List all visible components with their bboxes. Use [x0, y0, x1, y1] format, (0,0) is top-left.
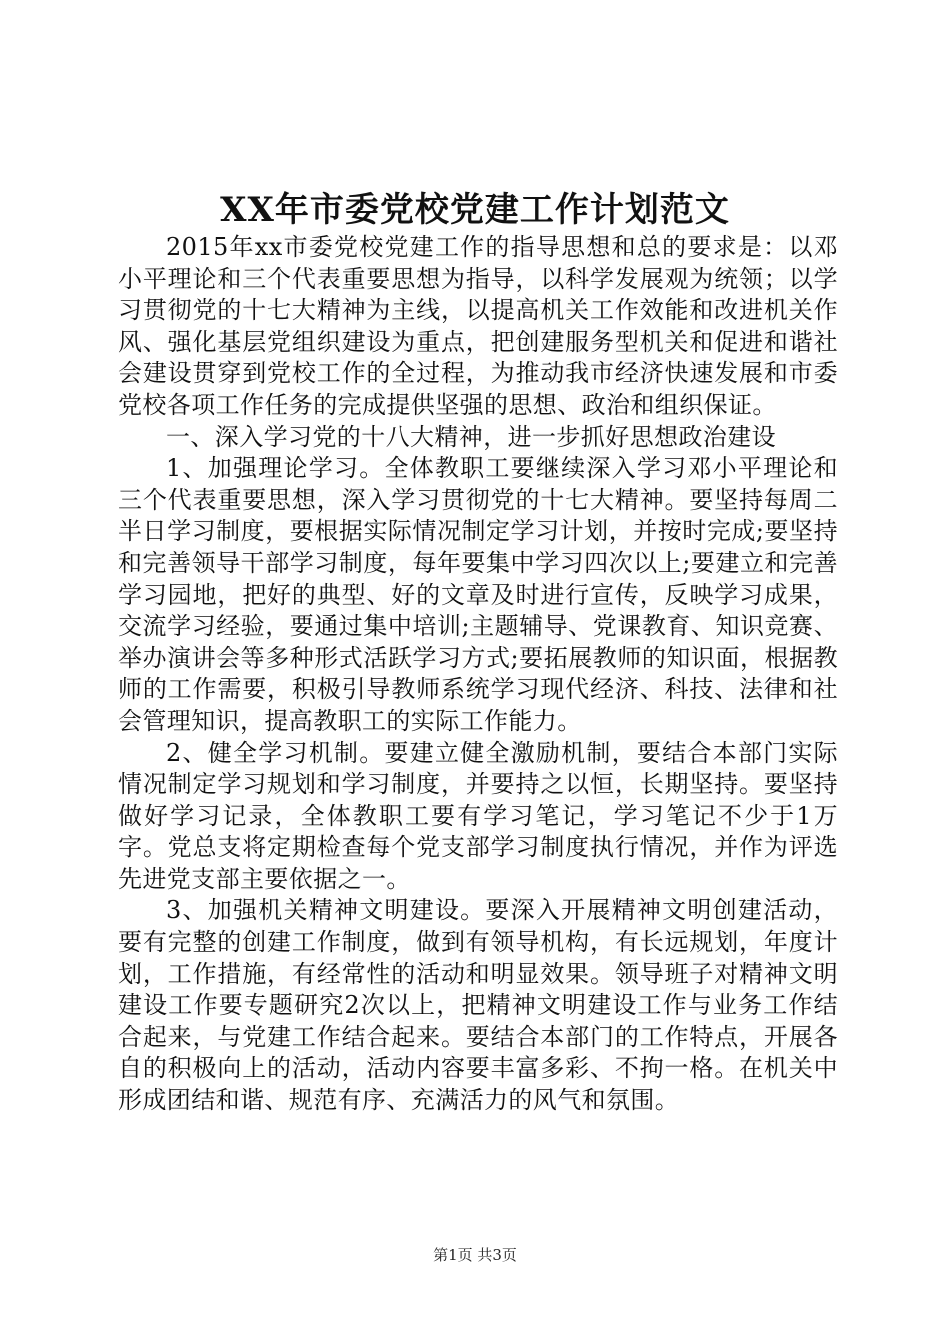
paragraph-intro: 2015年xx市委党校党建工作的指导思想和总的要求是：以邓小平理论和三个代表重要思想为指导，以科学发展观为统领；以学习贯彻党的十七大精神为主线，以提高机关工作效能和改进机关作风、强化基层党组织建设为重点，把创建服务型机关和促进和谐社会建设贯穿到党校工作的全过程，为推动我市经济快速发展和市委党校各项工作任务的完成提供坚强的思想、政治和组织保证。 — [118, 233, 838, 419]
paragraph-item-2: 2、健全学习机制。要建立健全激励机制，要结合本部门实际情况制定学习规划和学习制度，并要持之以恒，长期坚持。要坚持做好学习记录，全体教职工要有学习笔记，学习笔记不少于1万字。党总支将定期检查每个党支部学习制度执行情况，并作为评选先进党支部主要依据之一。 — [118, 738, 838, 893]
section-heading-1: 一、深入学习党的十八大精神，进一步抓好思想政治建设 — [166, 422, 776, 451]
paragraph-item-1: 1、加强理论学习。全体教职工要继续深入学习邓小平理论和三个代表重要思想，深入学习贯彻党的十七大精神。要坚持每周二半日学习制度，要根据实际情况制定学习计划，并按时完成;要坚持和完善领导干部学习制度，每年要集中学习四次以上;要建立和完善学习园地，把好的典型、好的文章及时进行宣传，反映学习成果，交流学习经验，要通过集中培训;主题辅导、党课教育、知识竞赛、举办演讲会等多种形式活跃学习方式;要拓展教师的知识面，根据教师的工作需要，积极引导教师系统学习现代经济、科技、法律和社会管理知识，提高教职工的实际工作能力。 — [118, 454, 838, 735]
page-number-footer: 第1页 共3页 — [433, 1246, 517, 1264]
paragraph-item-3: 3、加强机关精神文明建设。要深入开展精神文明创建活动，要有完整的创建工作制度，做到有领导机构，有长远规划，年度计划，工作措施，有经常性的活动和明显效果。领导班子对精神文明建设工作要专题研究2次以上，把精神文明建设工作与业务工作结合起来，与党建工作结合起来。要结合本部门的工作特点，开展各自的积极向上的活动，活动内容要丰富多彩、不拘一格。在机关中形成团结和谐、规范有序、充满活力的风气和氛围。 — [118, 896, 838, 1115]
document-body — [118, 232, 838, 1117]
document-title: XX年市委党校党建工作计划范文 — [220, 190, 730, 230]
